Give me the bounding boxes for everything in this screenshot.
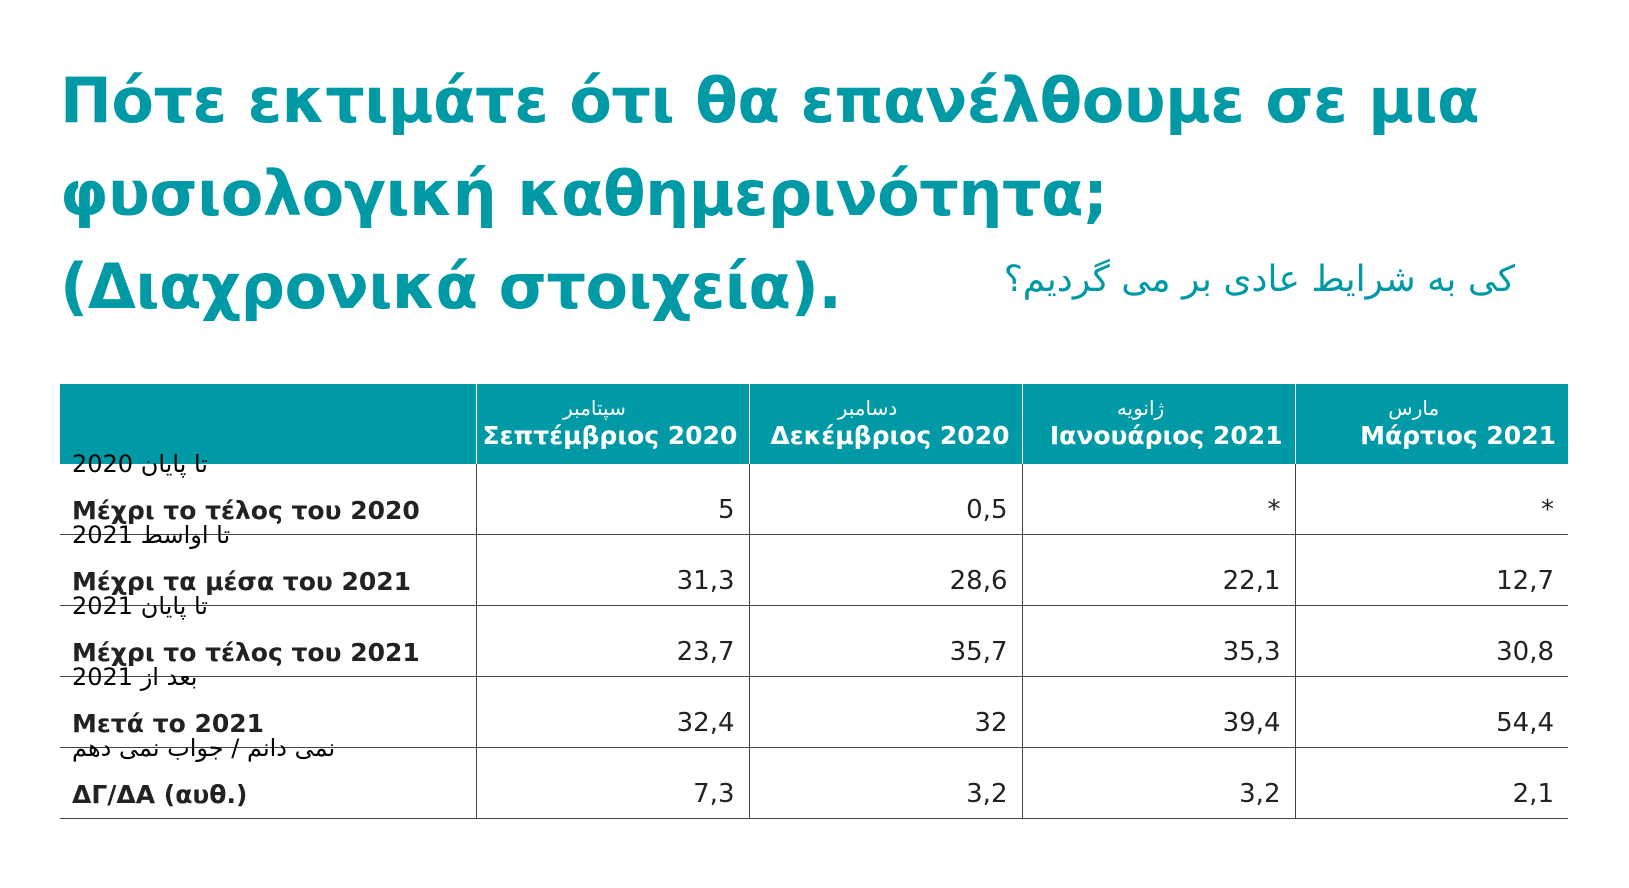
row-label-fa: تا پایان 2020: [72, 450, 208, 478]
table-cell: [749, 748, 1022, 819]
column-header-gr: Μάρτιος 2021: [1360, 421, 1556, 450]
cell-value: 35,7: [949, 637, 1008, 667]
column-header: [476, 384, 749, 464]
column-header-gr: Ιανουάριος 2021: [1049, 421, 1283, 450]
table-cell: [749, 677, 1022, 748]
table-cell: [476, 464, 749, 535]
row-label-fa: تا پایان 2021: [72, 592, 208, 620]
cell-value: 12,7: [1496, 566, 1554, 596]
cell-value: 32: [974, 708, 1008, 738]
table-row: [60, 535, 1568, 606]
cell-value: 32,4: [676, 708, 735, 738]
cell-value: *: [1267, 495, 1281, 525]
table-cell: [476, 748, 749, 819]
column-header-fa: مارس: [1388, 396, 1440, 420]
title-line-3: (Διαχρονικά στοιχεία).: [60, 250, 842, 323]
table-cell: [1022, 606, 1295, 677]
table-cell: [1022, 535, 1295, 606]
table-cell: [476, 677, 749, 748]
column-header-gr: Σεπτέμβριος 2020: [482, 421, 738, 450]
cell-value: 2,1: [1512, 779, 1554, 809]
row-label-gr: ΔΓ/ΔΑ (αυθ.): [72, 779, 248, 809]
table-header-row: [60, 384, 1568, 464]
column-header-fa: دسامبر: [837, 396, 898, 420]
cell-value: *: [1541, 495, 1554, 525]
table-cell: [749, 535, 1022, 606]
column-header: [749, 384, 1022, 464]
table-cell: [1295, 677, 1568, 748]
table-row: [60, 464, 1568, 535]
row-label-fa: بعد از 2021: [72, 663, 198, 691]
table-cell: [749, 606, 1022, 677]
column-header-fa: ژانویه: [1116, 396, 1165, 420]
table-cell: [476, 606, 749, 677]
column-header-fa: سپتامبر: [563, 396, 626, 420]
cell-value: 5: [717, 495, 735, 525]
cell-value: 39,4: [1222, 708, 1281, 738]
title-line-2: φυσιολογική καθημερινότητα;: [60, 157, 1108, 230]
cell-value: 3,2: [966, 779, 1008, 809]
cell-value: 54,4: [1496, 708, 1554, 738]
table-cell: [1295, 535, 1568, 606]
cell-value: 30,8: [1496, 637, 1554, 667]
table-cell: [476, 535, 749, 606]
cell-value: 28,6: [949, 566, 1008, 596]
column-header: [1022, 384, 1295, 464]
cell-value: 23,7: [676, 637, 735, 667]
persian-subtitle: کی به شرایط عادی بر می گردیم؟: [1003, 259, 1515, 300]
column-header-gr: Δεκέμβριος 2020: [770, 421, 1010, 450]
row-label-gr: Μέχρι τα μέσα του 2021: [72, 566, 412, 596]
table-cell: [1295, 606, 1568, 677]
column-header: [1295, 384, 1568, 464]
table-cell: [1022, 677, 1295, 748]
title-line-1: Πότε εκτιμάτε ότι θα επανέλθουμε σε μια: [60, 64, 1480, 137]
row-label-fa: نمی دانم / جواب نمی دهم: [72, 734, 336, 762]
cell-value: 7,3: [693, 779, 735, 809]
cell-value: 31,3: [676, 566, 735, 596]
row-label-fa: تا اواسط 2021: [72, 521, 231, 549]
table-row: [60, 606, 1568, 677]
table-cell: [1295, 464, 1568, 535]
cell-value: 3,2: [1239, 779, 1281, 809]
cell-value: 22,1: [1222, 566, 1281, 596]
table-cell: [1295, 748, 1568, 819]
cell-value: 35,3: [1222, 637, 1281, 667]
survey-table: [60, 384, 1568, 819]
table-cell: [749, 464, 1022, 535]
table-row: [60, 748, 1568, 819]
row-label-gr: Μέχρι το τέλος του 2021: [72, 637, 420, 667]
row-label-cell: [60, 734, 476, 819]
table-cell: [1022, 748, 1295, 819]
row-label-gr: Μετά το 2021: [72, 708, 265, 738]
cell-value: 0,5: [966, 495, 1008, 525]
table-cell: [1022, 464, 1295, 535]
row-label-gr: Μέχρι το τέλος του 2020: [72, 495, 420, 525]
